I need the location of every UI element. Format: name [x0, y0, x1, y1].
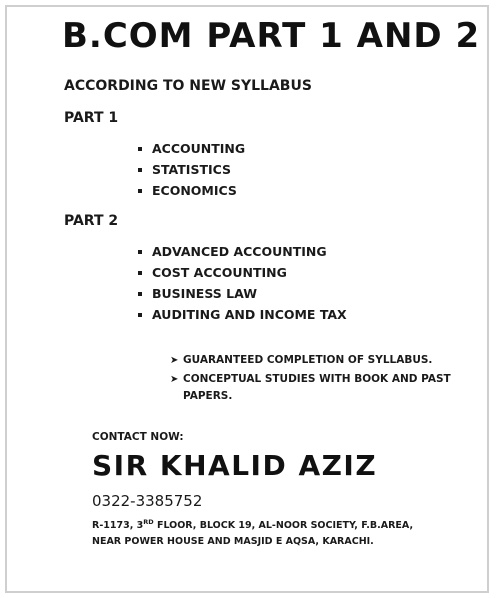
feature-item — [170, 352, 460, 369]
part1-heading: PART 1 — [64, 110, 119, 126]
bullet-icon — [138, 168, 142, 172]
bullet-icon — [138, 313, 142, 317]
feature-list — [170, 352, 460, 407]
flyer-title: B.COM PART 1 AND 2 — [62, 16, 481, 56]
bullet-icon — [138, 147, 142, 151]
subject-label: ADVANCED ACCOUNTING — [152, 244, 327, 259]
feature-text: GUARANTEED COMPLETION OF SYLLABUS. — [183, 354, 433, 366]
contact-label: CONTACT NOW: — [92, 431, 184, 443]
part2-heading: PART 2 — [64, 213, 119, 229]
address-prefix: R-1173, 3 — [92, 520, 144, 532]
subject-item — [138, 180, 245, 201]
contact-phone: 0322-3385752 — [92, 492, 203, 510]
contact-address — [92, 514, 432, 550]
address-rest: FLOOR, BLOCK 19, AL-NOOR SOCIETY, F.B.AREA, NEAR POWER HOUSE AND MASJID E AQSA, KARACHI. — [92, 520, 414, 548]
subject-item — [138, 241, 347, 262]
subject-item — [138, 304, 347, 325]
subject-item — [138, 262, 347, 283]
arrow-bullet-icon: ➤ — [170, 355, 179, 366]
subject-label: COST ACCOUNTING — [152, 265, 287, 280]
feature-text: CONCEPTUAL STUDIES WITH BOOK AND PAST PAPERS. — [183, 373, 451, 402]
bullet-icon — [138, 189, 142, 193]
part2-subject-list — [138, 241, 347, 325]
bullet-icon — [138, 250, 142, 254]
subject-label: BUSINESS LAW — [152, 286, 257, 301]
bullet-icon — [138, 271, 142, 275]
contact-name: SIR KHALID AZIZ — [92, 449, 378, 482]
subject-label: STATISTICS — [152, 162, 232, 177]
syllabus-subtitle: ACCORDING TO NEW SYLLABUS — [64, 78, 312, 94]
subject-item — [138, 283, 347, 304]
address-ordinal: RD — [143, 518, 154, 526]
subject-label: AUDITING AND INCOME TAX — [152, 307, 347, 322]
subject-label: ECONOMICS — [152, 183, 237, 198]
subject-item — [138, 138, 245, 159]
feature-item — [170, 371, 460, 405]
subject-label: ACCOUNTING — [152, 141, 246, 156]
bullet-icon — [138, 292, 142, 296]
arrow-bullet-icon: ➤ — [170, 374, 179, 385]
subject-item — [138, 159, 245, 180]
part1-subject-list — [138, 138, 245, 201]
